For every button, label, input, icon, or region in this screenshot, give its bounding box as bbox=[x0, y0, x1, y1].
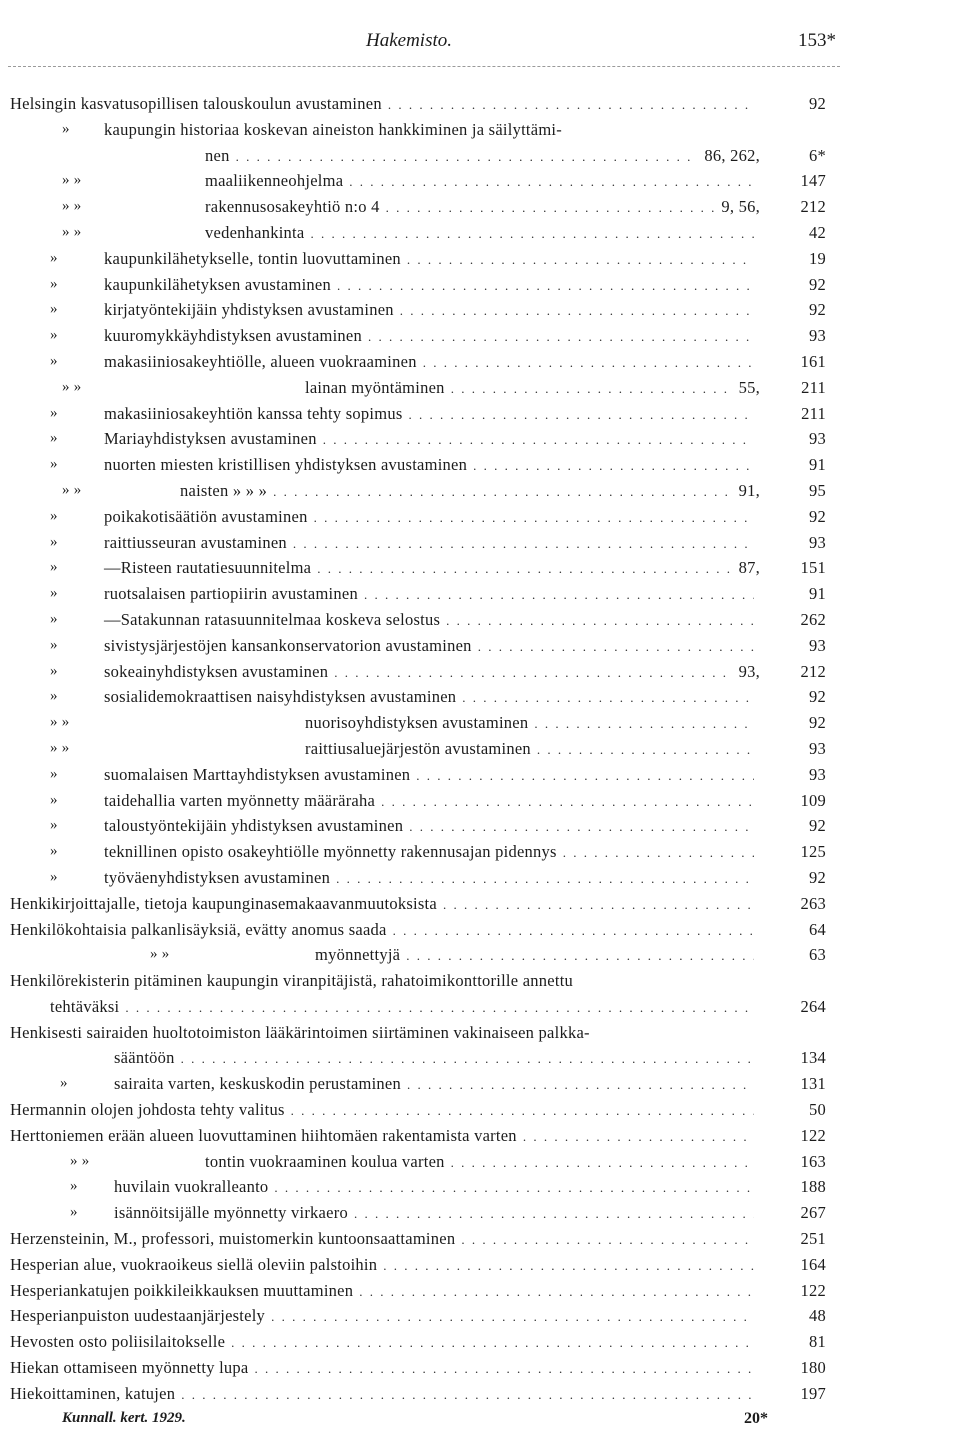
entry-text: raittiusaluejärjestön avustaminen bbox=[305, 738, 531, 758]
entry-page-number: 131 bbox=[800, 1074, 826, 1094]
entry-page-number: 93 bbox=[809, 635, 826, 655]
leader-dots bbox=[383, 1253, 754, 1279]
entry-page-number: 92 bbox=[809, 300, 826, 320]
index-entry bbox=[0, 194, 960, 220]
entry-text: kaupunkilähetyksen avustaminen bbox=[104, 274, 331, 294]
entry-page-number: 188 bbox=[800, 1177, 826, 1197]
leader-dots bbox=[462, 685, 754, 711]
leader-dots bbox=[563, 840, 754, 866]
entry-page-number: 212 bbox=[800, 661, 826, 681]
leader-dots bbox=[451, 1150, 754, 1176]
entry-page-number: 6* bbox=[809, 145, 826, 165]
index-entry bbox=[0, 684, 960, 710]
entry-text: Hevosten osto poliisilaitokselle bbox=[10, 1332, 226, 1352]
entry-page-number: 93 bbox=[809, 738, 826, 758]
entry-text: tehtäväksi bbox=[50, 996, 120, 1016]
entry-text: Herttoniemen erään alueen luovuttaminen hiihtomäen rakentamista varten bbox=[10, 1125, 517, 1145]
entry-page-number: 92 bbox=[809, 816, 826, 836]
entry-text: työväenyhdistyksen avustaminen bbox=[104, 867, 331, 887]
ditto-mark: » bbox=[50, 817, 58, 834]
leader-dots bbox=[393, 918, 754, 944]
leader-dots bbox=[473, 453, 754, 479]
index-entry bbox=[0, 297, 960, 323]
index-entry bbox=[0, 607, 960, 633]
ditto-mark: » bbox=[50, 791, 58, 808]
leader-dots bbox=[274, 1175, 754, 1201]
index-entry bbox=[0, 401, 960, 427]
leader-dots bbox=[446, 608, 754, 634]
entry-text: Herzensteinin, M., professori, muistomerkin kuntoonsaattaminen bbox=[10, 1229, 456, 1249]
leader-dots bbox=[354, 1201, 754, 1227]
entry-page-refs: 91, bbox=[738, 480, 760, 500]
entry-page-number: 264 bbox=[800, 996, 826, 1016]
entry-page-number: 164 bbox=[800, 1254, 826, 1274]
index-entry bbox=[0, 530, 960, 556]
leader-dots bbox=[236, 144, 699, 170]
entry-text: maaliikenneohjelma bbox=[205, 171, 344, 191]
ditto-mark: » bbox=[50, 327, 58, 344]
entry-text: lainan myöntäminen bbox=[305, 377, 445, 397]
entry-text: isännöitsijälle myönnetty virkaero bbox=[114, 1203, 348, 1223]
entry-page-number: 262 bbox=[800, 609, 826, 629]
entry-text: poikakotisäätiön avustaminen bbox=[104, 506, 308, 526]
entry-text: myönnettyjä bbox=[315, 945, 401, 965]
leader-dots bbox=[181, 1046, 754, 1072]
ditto-mark: » bbox=[50, 404, 58, 421]
leader-dots bbox=[271, 1304, 754, 1330]
ditto-mark: » bbox=[50, 352, 58, 369]
index-entry bbox=[0, 349, 960, 375]
ditto-mark: » bbox=[50, 275, 58, 292]
entry-text: nen bbox=[205, 145, 230, 165]
entry-page-refs: 87, bbox=[738, 558, 760, 578]
entry-text: kaupunkilähetykselle, tontin luovuttaminen bbox=[104, 248, 401, 268]
ditto-mark: » bbox=[50, 765, 58, 782]
ditto-mark: » » bbox=[62, 223, 82, 240]
leader-dots bbox=[381, 789, 754, 815]
index-entry bbox=[0, 1303, 960, 1329]
entry-text: Henkilörekisterin pitäminen kaupungin viranpitäjistä, rahatoimikonttorille annettu bbox=[10, 971, 574, 991]
ditto-mark: » bbox=[50, 430, 58, 447]
leader-dots bbox=[349, 169, 754, 195]
index-entry bbox=[0, 917, 960, 943]
entry-text: —Satakunnan ratasuunnitelmaa koskeva selostus bbox=[104, 609, 441, 629]
index-entry bbox=[0, 1278, 960, 1304]
leader-dots bbox=[451, 376, 733, 402]
entry-page-refs: 86, 262, bbox=[704, 145, 760, 165]
index-entry bbox=[0, 246, 960, 272]
entry-page-number: 63 bbox=[809, 945, 826, 965]
entry-text: sivistysjärjestöjen kansankonservatorion avustaminen bbox=[104, 635, 472, 655]
entry-page-number: 267 bbox=[800, 1203, 826, 1223]
entry-text: Henkilökohtaisia palkanlisäyksiä, evätty anomus saada bbox=[10, 919, 387, 939]
ditto-mark: » bbox=[50, 559, 58, 576]
ditto-mark: » bbox=[50, 533, 58, 550]
entry-text: suomalaisen Marttayhdistyksen avustaminen bbox=[104, 764, 411, 784]
entry-page-number: 161 bbox=[800, 351, 826, 371]
index-entry bbox=[0, 272, 960, 298]
ditto-mark: » » bbox=[62, 481, 82, 498]
ditto-mark: » » bbox=[62, 172, 82, 189]
ditto-mark: » bbox=[50, 636, 58, 653]
entry-text: —Risteen rautatiesuunnitelma bbox=[104, 558, 312, 578]
entry-page-number: 92 bbox=[809, 506, 826, 526]
entry-page-number: 92 bbox=[809, 713, 826, 733]
entry-text: huvilain vuokralleanto bbox=[114, 1177, 269, 1197]
entry-text: sairaita varten, keskuskodin perustaminen bbox=[114, 1074, 402, 1094]
leader-dots bbox=[364, 582, 754, 608]
leader-dots bbox=[523, 1124, 754, 1150]
ditto-mark: » bbox=[50, 585, 58, 602]
leader-dots bbox=[368, 324, 754, 350]
entry-page-number: 91 bbox=[809, 584, 826, 604]
entry-page-number: 263 bbox=[800, 893, 826, 913]
leader-dots bbox=[125, 995, 754, 1021]
leader-dots bbox=[314, 505, 754, 531]
ditto-mark: » bbox=[70, 1204, 78, 1221]
entry-text: taloustyöntekijäin yhdistyksen avustaminen bbox=[104, 816, 404, 836]
index-entry bbox=[0, 117, 960, 143]
leader-dots bbox=[291, 1098, 754, 1124]
index-entry bbox=[0, 710, 960, 736]
entry-page-number: 19 bbox=[809, 248, 826, 268]
ditto-mark: » » bbox=[50, 714, 70, 731]
ditto-mark: » bbox=[50, 301, 58, 318]
entry-page-number: 211 bbox=[801, 403, 826, 423]
entry-page-number: 93 bbox=[809, 764, 826, 784]
entry-text: makasiiniosakeyhtiölle, alueen vuokraaminen bbox=[104, 351, 417, 371]
index-entry bbox=[0, 839, 960, 865]
entry-text: Hesperiankatujen poikkileikkauksen muuttaminen bbox=[10, 1280, 354, 1300]
index-entry bbox=[0, 1381, 960, 1407]
index-entry bbox=[0, 504, 960, 530]
entry-text: kaupungin historiaa koskevan aineiston hankkiminen ja säilyttämi- bbox=[104, 119, 562, 139]
entry-text: nuorisoyhdistyksen avustaminen bbox=[305, 713, 529, 733]
page-header-number: 153* bbox=[798, 30, 836, 51]
entry-page-number: 95 bbox=[809, 480, 826, 500]
leader-dots bbox=[359, 1279, 754, 1305]
entry-text: Henkisesti sairaiden huoltotoimiston lääkärintoimen siirtäminen vakinaiseen palkka- bbox=[10, 1022, 590, 1042]
index-entry bbox=[0, 91, 960, 117]
entry-text: teknillinen opisto osakeyhtiölle myönnetty rakennusajan pidennys bbox=[104, 842, 557, 862]
entry-page-number: 92 bbox=[809, 687, 826, 707]
entry-page-number: 180 bbox=[800, 1358, 826, 1378]
footer-sheet-number: 20* bbox=[744, 1410, 768, 1427]
ditto-mark: » bbox=[50, 662, 58, 679]
leader-dots bbox=[461, 1227, 754, 1253]
entry-page-number: 64 bbox=[809, 919, 826, 939]
entry-page-number: 109 bbox=[800, 790, 826, 810]
leader-dots bbox=[406, 943, 754, 969]
entry-text: nuorten miesten kristillisen yhdistyksen avustaminen bbox=[104, 455, 468, 475]
entry-text: makasiiniosakeyhtiön kanssa tehty sopimus bbox=[104, 403, 403, 423]
index-entry bbox=[0, 659, 960, 685]
entry-page-number: 91 bbox=[809, 455, 826, 475]
entry-text: taidehallia varten myönnetty määräraha bbox=[104, 790, 376, 810]
index-entry bbox=[0, 581, 960, 607]
ditto-mark: » bbox=[70, 1178, 78, 1195]
index-entry bbox=[0, 813, 960, 839]
index-entries bbox=[0, 91, 960, 1407]
header-rule bbox=[8, 66, 840, 67]
entry-text: sosialidemokraattisen naisyhdistyksen avustaminen bbox=[104, 687, 457, 707]
entry-page-number: 251 bbox=[800, 1229, 826, 1249]
index-entry bbox=[0, 426, 960, 452]
leader-dots bbox=[337, 273, 754, 299]
ditto-mark: » bbox=[62, 120, 70, 137]
index-entry bbox=[0, 968, 960, 994]
ditto-mark: » » bbox=[62, 198, 82, 215]
entry-page-number: 93 bbox=[809, 429, 826, 449]
entry-text: vedenhankinta bbox=[205, 222, 305, 242]
index-entry bbox=[0, 1020, 960, 1046]
index-entry bbox=[0, 994, 960, 1020]
leader-dots bbox=[409, 814, 754, 840]
leader-dots bbox=[273, 479, 733, 505]
ditto-mark: » bbox=[50, 249, 58, 266]
entry-page-number: 212 bbox=[800, 197, 826, 217]
entry-page-number: 92 bbox=[809, 274, 826, 294]
leader-dots bbox=[254, 1356, 754, 1382]
leader-dots bbox=[400, 298, 754, 324]
entry-text: Hermannin olojen johdosta tehty valitus bbox=[10, 1100, 285, 1120]
index-entry bbox=[0, 168, 960, 194]
index-entry bbox=[0, 788, 960, 814]
leader-dots bbox=[386, 195, 716, 221]
leader-dots bbox=[478, 634, 754, 660]
entry-page-number: 134 bbox=[800, 1048, 826, 1068]
index-entry bbox=[0, 143, 960, 169]
index-entry bbox=[0, 1123, 960, 1149]
entry-text: raittiusseuran avustaminen bbox=[104, 532, 287, 552]
entry-page-number: 42 bbox=[809, 222, 826, 242]
leader-dots bbox=[534, 711, 754, 737]
ditto-mark: » bbox=[50, 868, 58, 885]
index-entry bbox=[0, 375, 960, 401]
index-entry bbox=[0, 555, 960, 581]
entry-text: tontin vuokraaminen koulua varten bbox=[205, 1151, 445, 1171]
index-entry bbox=[0, 942, 960, 968]
entry-page-number: 125 bbox=[800, 842, 826, 862]
entry-text: kirjatyöntekijäin yhdistyksen avustaminen bbox=[104, 300, 394, 320]
entry-text: Hesperian alue, vuokraoikeus siellä oleviin palstoihin bbox=[10, 1254, 378, 1274]
entry-page-number: 122 bbox=[800, 1280, 826, 1300]
entry-page-number: 197 bbox=[800, 1383, 826, 1403]
entry-text: sääntöön bbox=[114, 1048, 175, 1068]
entry-text: ruotsalaisen partiopiirin avustaminen bbox=[104, 584, 358, 604]
ditto-mark: » bbox=[50, 610, 58, 627]
entry-page-number: 211 bbox=[801, 377, 826, 397]
entry-page-number: 81 bbox=[809, 1332, 826, 1352]
index-entry bbox=[0, 1355, 960, 1381]
index-entry bbox=[0, 1097, 960, 1123]
footer-signature: Kunnall. kert. 1929. bbox=[62, 1410, 186, 1426]
index-entry bbox=[0, 762, 960, 788]
page-header-title: Hakemisto. bbox=[366, 30, 453, 51]
leader-dots bbox=[231, 1330, 754, 1356]
entry-text: Hiekoittaminen, katujen bbox=[10, 1383, 176, 1403]
leader-dots bbox=[423, 350, 754, 376]
entry-page-number: 147 bbox=[800, 171, 826, 191]
leader-dots bbox=[317, 556, 732, 582]
leader-dots bbox=[416, 763, 754, 789]
index-entry bbox=[0, 452, 960, 478]
index-entry bbox=[0, 323, 960, 349]
entry-text: sokeainyhdistyksen avustaminen bbox=[104, 661, 329, 681]
entry-text: kuuromykkäyhdistyksen avustaminen bbox=[104, 326, 363, 346]
leader-dots bbox=[407, 1072, 754, 1098]
leader-dots bbox=[181, 1382, 754, 1408]
index-entry bbox=[0, 1071, 960, 1097]
leader-dots bbox=[407, 247, 754, 273]
leader-dots bbox=[334, 660, 732, 686]
index-entry bbox=[0, 1252, 960, 1278]
index-entry bbox=[0, 1149, 960, 1175]
entry-page-refs: 9, 56, bbox=[721, 197, 760, 217]
leader-dots bbox=[443, 892, 754, 918]
ditto-mark: » » bbox=[150, 946, 170, 963]
ditto-mark: » bbox=[50, 688, 58, 705]
index-entry bbox=[0, 633, 960, 659]
ditto-mark: » » bbox=[50, 739, 70, 756]
ditto-mark: » » bbox=[62, 378, 82, 395]
leader-dots bbox=[323, 427, 754, 453]
entry-text: Henkikirjoittajalle, tietoja kaupunginasemakaavanmuutoksista bbox=[10, 893, 437, 913]
leader-dots bbox=[293, 531, 754, 557]
ditto-mark: » bbox=[60, 1075, 68, 1092]
leader-dots bbox=[409, 402, 754, 428]
entry-page-number: 122 bbox=[800, 1125, 826, 1145]
entry-page-number: 93 bbox=[809, 326, 826, 346]
leader-dots bbox=[388, 92, 754, 118]
ditto-mark: » bbox=[50, 507, 58, 524]
leader-dots bbox=[537, 737, 754, 763]
leader-dots bbox=[310, 221, 754, 247]
entry-text: Hesperianpuiston uudestaanjärjestely bbox=[10, 1306, 266, 1326]
entry-page-number: 151 bbox=[800, 558, 826, 578]
entry-page-number: 92 bbox=[809, 867, 826, 887]
entry-page-number: 93 bbox=[809, 532, 826, 552]
entry-page-number: 48 bbox=[809, 1306, 826, 1326]
entry-page-refs: 55, bbox=[738, 377, 760, 397]
ditto-mark: » » bbox=[70, 1152, 90, 1169]
index-entry bbox=[0, 478, 960, 504]
entry-text: Helsingin kasvatusopillisen talouskoulun avustaminen bbox=[10, 94, 382, 113]
index-entry bbox=[0, 865, 960, 891]
index-entry bbox=[0, 1174, 960, 1200]
index-entry bbox=[0, 1045, 960, 1071]
leader-dots bbox=[336, 866, 754, 892]
index-entry bbox=[0, 736, 960, 762]
index-entry bbox=[0, 1200, 960, 1226]
entry-page-number: 92 bbox=[809, 94, 826, 113]
index-entry bbox=[0, 1226, 960, 1252]
index-entry bbox=[0, 220, 960, 246]
entry-page-number: 50 bbox=[809, 1100, 826, 1120]
entry-page-refs: 93, bbox=[738, 661, 760, 681]
entry-text: Mariayhdistyksen avustaminen bbox=[104, 429, 317, 449]
entry-page-number: 163 bbox=[800, 1151, 826, 1171]
index-entry bbox=[0, 891, 960, 917]
ditto-mark: » bbox=[50, 843, 58, 860]
entry-text: Hiekan ottamiseen myönnetty lupa bbox=[10, 1358, 249, 1378]
index-entry bbox=[0, 1329, 960, 1355]
entry-text: naisten » » » bbox=[180, 480, 268, 500]
ditto-mark: » bbox=[50, 456, 58, 473]
entry-text: rakennusosakeyhtiö n:o 4 bbox=[205, 197, 380, 217]
